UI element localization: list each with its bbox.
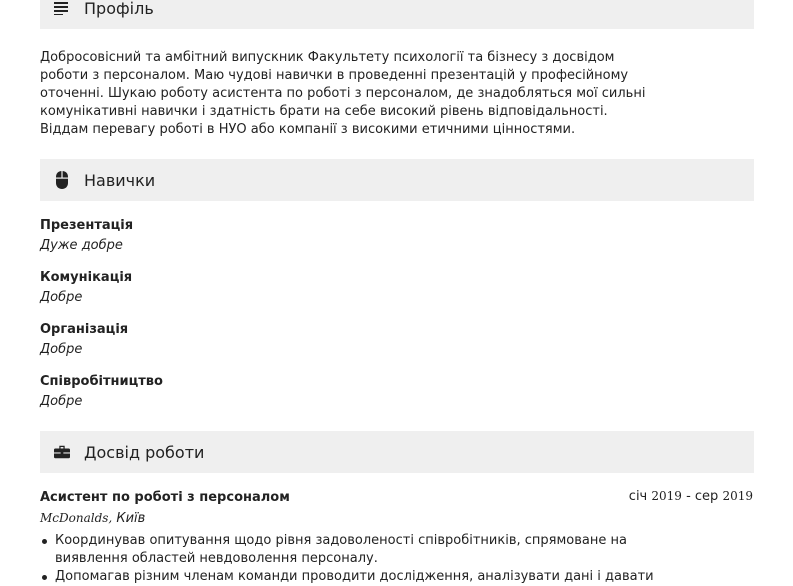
experience-title: Досвід роботи — [84, 442, 205, 462]
skill-name: Організація — [40, 322, 129, 337]
profile-line: роботи з персоналом. Маю чудові навички в проведенні презентацій у професійному — [40, 68, 629, 83]
skill-name: Комунікація — [40, 270, 133, 285]
lines-icon — [54, 0, 70, 18]
job-dates — [629, 489, 753, 504]
company-name: McDonalds — [40, 511, 109, 525]
skill-level: Добре — [40, 342, 83, 357]
comma: , — [108, 511, 113, 525]
skill-level: Добре — [40, 394, 83, 409]
bullet-line: Допомагав різним членам команди проводити дослідження, аналізувати дані і давати — [55, 569, 654, 584]
list-item — [40, 532, 680, 568]
profile-line: комунікативні навички і здатність брати на себе високий рівень відповідальності. — [40, 104, 608, 119]
bullet-line: Координував опитування щодо рівня задоволеності співробітників, спрямоване на — [55, 533, 627, 548]
profile-title: Профіль — [84, 0, 154, 18]
profile-text — [40, 49, 646, 139]
start-year: 2019 — [651, 489, 682, 503]
skill-level: Дуже добре — [40, 238, 123, 253]
skill-name: Презентація — [40, 218, 134, 233]
profile-line: Віддам перевагу роботі в НУО або компанії з високими етичними цінностями. — [40, 122, 576, 137]
profile-section-header — [40, 0, 754, 29]
experience-section-header — [40, 431, 754, 473]
end-month: сер — [694, 489, 719, 504]
profile-line: Добросовісний та амбітний випускник Факультету психології та бізнесу з досвідом — [40, 50, 615, 65]
employer — [40, 511, 145, 526]
skill-level: Добре — [40, 290, 83, 305]
mouse-icon — [54, 170, 70, 190]
skills-section-header — [40, 159, 754, 201]
briefcase-icon — [54, 442, 70, 462]
skills-title: Навички — [84, 170, 156, 190]
bullet-line: виявлення областей невдоволення персоналу. — [55, 551, 378, 566]
list-item — [40, 568, 680, 586]
start-month: січ — [628, 489, 648, 504]
profile-line: оточенні. Шукаю роботу асистента по роботі з персоналом, де знадобляться мої сильні — [40, 86, 646, 101]
end-year: 2019 — [722, 489, 753, 503]
job-title: Асистент по роботі з персоналом — [40, 490, 290, 505]
job-bullets — [40, 532, 680, 586]
date-separator: - — [681, 489, 695, 504]
city: Київ — [112, 511, 146, 526]
skill-name: Співробітництво — [40, 374, 163, 389]
